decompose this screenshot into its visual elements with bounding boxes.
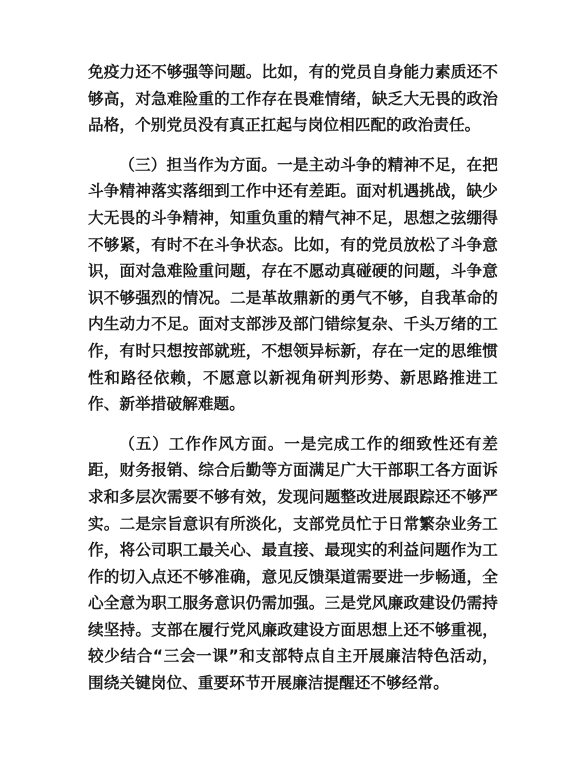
paragraph-work-style: （五）工作作风方面。一是完成工作的细致性还有差距，财务报销、综合后勤等方面满足广大干部职工各方面诉求和多层次需要不够有效，发现问题整改进展跟踪还不够严实。二是宗旨意识有所淡化，支部党员忙于日常繁杂业务工作，将公司职工最关心、最直接、最现实的利益问题作为工作的切入点还不够准确，意见反馈渠道需要进一步畅通，全心全意为职工服务意识仍需加强。三是党风廉政建设仍需持续坚持。支部在履行党风廉政建设方面思想上还不够重视，较少结合“三会一课”和支部特点自主开展廉洁特色活动，围绕关键岗位、重要环节开展廉洁提醒还不够经常。	[88, 434, 498, 693]
paragraph-gap	[88, 418, 498, 431]
paragraph-continuation: 免疫力还不够强等问题。比如，有的党员自身能力素质还不够高，对急难险重的工作存在畏难情绪，缺乏大无畏的政治品格，个别党员没有真正扛起与岗位相匹配的政治责任。	[88, 63, 498, 135]
paragraph-responsibility: （三）担当作为方面。一是主动斗争的精神不足，在把斗争精神落实落细到工作中还有差距。面对机遇挑战，缺少大无畏的斗争精神，知重负重的精气神不足，思想之弦绷得不够紧，有时不在斗争状态。比如，有的党员放松了斗争意识，面对急难险重问题，存在不愿动真碰硬的问题，斗争意识不够强烈的情况。二是革故鼎新的勇气不够，自我革命的内生动力不足。面对支部涉及部门错综复杂、千头万绪的工作，有时只想按部就班，不想领异标新，存在一定的思维惯性和路径依赖，不愿意以新视角研判形势、新思路推进工作、新举措破解难题。	[88, 155, 498, 414]
paragraph-gap	[88, 139, 498, 152]
document-body	[88, 59, 498, 697]
